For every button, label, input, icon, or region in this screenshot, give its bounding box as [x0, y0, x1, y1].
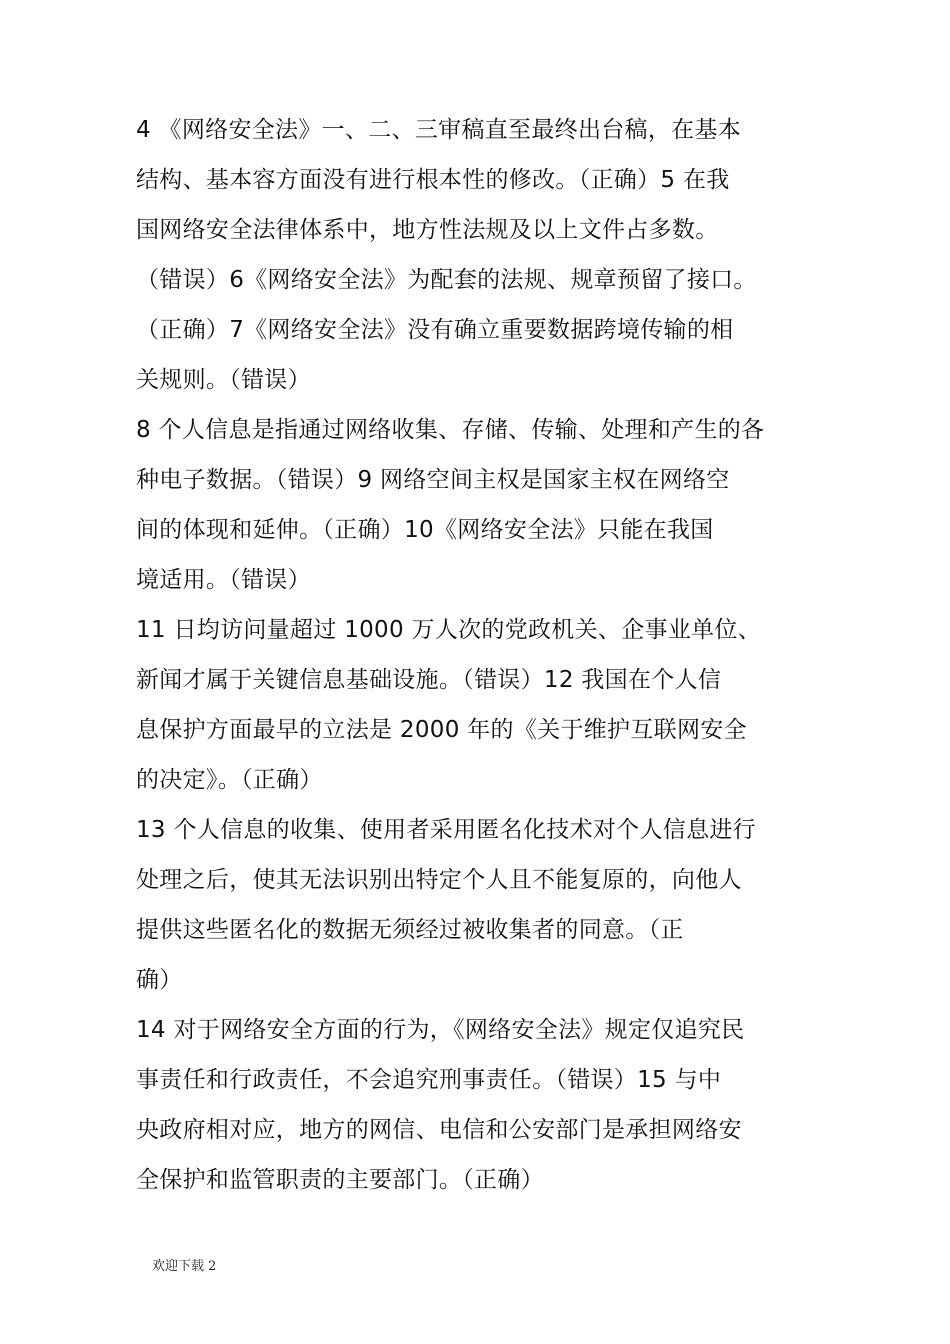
- text-line: 的决定》。（正确）: [136, 767, 323, 793]
- text-line: 境适用。（错误）: [136, 567, 311, 593]
- text-line: 11 日均访问量超过 1000 万人次的党政机关、企事业单位、: [136, 617, 762, 643]
- page-footer: 欢迎下载 2: [152, 1259, 217, 1274]
- text-line: 关规则。（错误）: [136, 367, 311, 393]
- text-line: 全保护和监管职责的主要部门。（正确）: [136, 1167, 544, 1193]
- text-line: 事责任和行政责任，不会追究刑事责任。（错误）15 与中: [136, 1067, 722, 1093]
- text-line: 种电子数据。（错误）9 网络空间主权是国家主权在网络空: [136, 467, 730, 493]
- text-line: 央政府相对应，地方的网信、电信和公安部门是承担网络安: [136, 1117, 742, 1143]
- text-line: （正确）7《网络安全法》没有确立重要数据跨境传输的相: [136, 317, 734, 343]
- text-line: 8 个人信息是指通过网络收集、存储、传输、处理和产生的各: [136, 417, 765, 443]
- text-line: 14 对于网络安全方面的行为，《网络安全法》规定仅追究民: [136, 1017, 745, 1043]
- text-line: 新闻才属于关键信息基础设施。（错误）12 我国在个人信: [136, 667, 722, 693]
- text-line: 4 《网络安全法》一、二、三审稿直至最终出台稿，在基本: [136, 117, 742, 143]
- text-line: 13 个人信息的收集、使用者采用匿名化技术对个人信息进行: [136, 817, 756, 843]
- text-line: （错误）6《网络安全法》为配套的法规、规章预留了接口。: [136, 267, 757, 293]
- text-line: 提供这些匿名化的数据无须经过被收集者的同意。（正: [136, 917, 684, 943]
- text-line: 息保护方面最早的立法是 2000 年的《关于维护互联网安全: [136, 717, 747, 743]
- document-body: [136, 105, 826, 1205]
- text-line: 结构、基本容方面没有进行根本性的修改。（正确）5 在我: [136, 167, 730, 193]
- text-line: 国网络安全法律体系中，地方性法规及以上文件占多数。: [136, 217, 719, 243]
- text-line: 间的体现和延伸。（正确）10《网络安全法》只能在我国: [136, 517, 714, 543]
- text-line: 确）: [136, 967, 183, 993]
- text-line: 处理之后，使其无法识别出特定个人且不能复原的，向他人: [136, 867, 742, 893]
